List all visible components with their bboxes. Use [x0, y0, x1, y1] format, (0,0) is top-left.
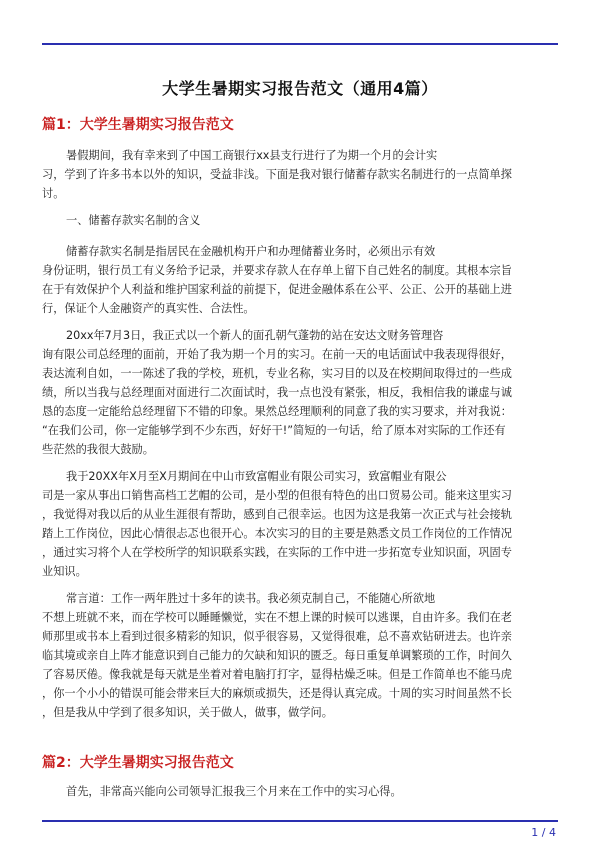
paragraph-line: 些茫然的我很大鼓励。	[42, 443, 154, 456]
paragraph-line: 行，保证个人金融资产的真实性、合法性。	[42, 302, 255, 315]
paragraph	[42, 242, 558, 318]
section-1-body	[42, 146, 558, 730]
paragraph-line: 常言道：工作一两年胜过十多年的读书。我必须克制自己，不能随心所欲地	[66, 592, 436, 605]
paragraph-line: 讨。	[42, 187, 65, 200]
paragraph-line: 表达流利自如，一一陈述了我的学校，班机，专业名称，实习目的以及在校期间取得过的一些成	[42, 367, 512, 380]
section-2-heading: 篇2：大学生暑期实习报告范文	[42, 755, 234, 771]
paragraph-line: 绩，所以当我与总经理面对面进行二次面试时，我一点也没有紧张，相反，我相信我的谦虚与诚	[42, 386, 512, 399]
section-2-first-paragraph: 首先，非常高兴能向公司领导汇报我三个月来在工作中的实习心得。	[66, 785, 402, 798]
footer-rule	[42, 820, 558, 822]
paragraph-line: ，我觉得对我以后的从业生涯很有帮助，感到自己很幸运。也因为这是我第一次正式与社会接轨	[42, 508, 512, 521]
paragraph-line: 恳的态度一定能给总经理留下不错的印象。果然总经理顺利的同意了我的实习要求，并对我说：	[42, 405, 512, 418]
paragraph	[42, 146, 558, 203]
paragraph-line: ，但是我从中学到了很多知识，关于做人，做事，做学问。	[42, 706, 333, 719]
paragraph-line: 我于20XX年X月至X月期间在中山市致富帽业有限公司实习，致富帽业有限公	[66, 470, 447, 483]
paragraph-line: 习，学到了许多书本以外的知识，受益非浅。下面是我对银行储蓄存款实名制进行的一点简单探	[42, 168, 512, 181]
paragraph-line: “在我们公司，你一定能够学到不少东西，好好干!”简短的一句话，给了原本对实际的工作还有	[42, 424, 506, 437]
paragraph-line: 在于有效保护个人利益和维护国家利益的前提下，促进金融体系在公平、公正、公开的基础上进	[42, 283, 512, 296]
document-title: 大学生暑期实习报告范文（通用4篇）	[162, 79, 438, 98]
paragraph-line: 司是一家从事出口销售高档工艺帽的公司，是小型的但很有特色的出口贸易公司。能来这里实习	[42, 489, 512, 502]
section-1-heading: 篇1：大学生暑期实习报告范文	[42, 117, 234, 133]
paragraph-line: 了容易厌倦。像我就是每天就是坐着对着电脑打打字，显得枯燥乏味。但是工作简单也不能马虎	[42, 668, 512, 681]
page-number: 1 / 4	[531, 826, 556, 839]
header-rule	[42, 43, 558, 45]
paragraph-line: ，通过实习将个人在学校所学的知识联系实践，在实际的工作中进一步拓宽专业知识面，巩固专	[42, 546, 512, 559]
paragraph-line: 业知识。	[42, 565, 87, 578]
paragraph-line: 师那里或书本上看到过很多精彩的知识，似乎很容易，又觉得很难，总不喜欢钻研进去。也许亲	[42, 630, 512, 643]
paragraph	[42, 467, 558, 581]
paragraph-line: 临其境或亲自上阵才能意识到自己能力的欠缺和知识的匮乏。每日重复单调繁琐的工作，时间久	[42, 649, 512, 662]
paragraph-line: 20xx年7月3日，我正式以一个新人的面孔朝气蓬勃的站在安达文财务管理咨	[66, 329, 444, 342]
paragraph-line: ，你一个小小的错误可能会带来巨大的麻烦或损失，还是得认真完成。十周的实习时间虽然不长	[42, 687, 512, 700]
sub-heading: 一、储蓄存款实名制的含义	[66, 214, 201, 227]
paragraph	[42, 326, 558, 459]
paragraph	[42, 589, 558, 722]
paragraph-line: 踏上工作岗位，因此心情很忐忑也很开心。本次实习的目的主要是熟悉文员工作岗位的工作情况	[42, 527, 512, 540]
paragraph-line: 暑假期间，我有幸来到了中国工商银行xx县支行进行了为期一个月的会计实	[66, 149, 438, 162]
paragraph-line: 储蓄存款实名制是指居民在金融机构开户和办理储蓄业务时，必须出示有效	[66, 245, 436, 258]
paragraph-line: 身份证明，银行员工有义务给予记录，并要求存款人在存单上留下自己姓名的制度。其根本宗旨	[42, 264, 512, 277]
paragraph-line: 不想上班就不来，而在学校可以睡睡懒觉，实在不想上课的时候可以逃课，自由许多。我们在老	[42, 611, 512, 624]
paragraph-line: 询有限公司总经理的面前，开始了我为期一个月的实习。在前一天的电话面试中我表现得很好，	[42, 348, 512, 361]
